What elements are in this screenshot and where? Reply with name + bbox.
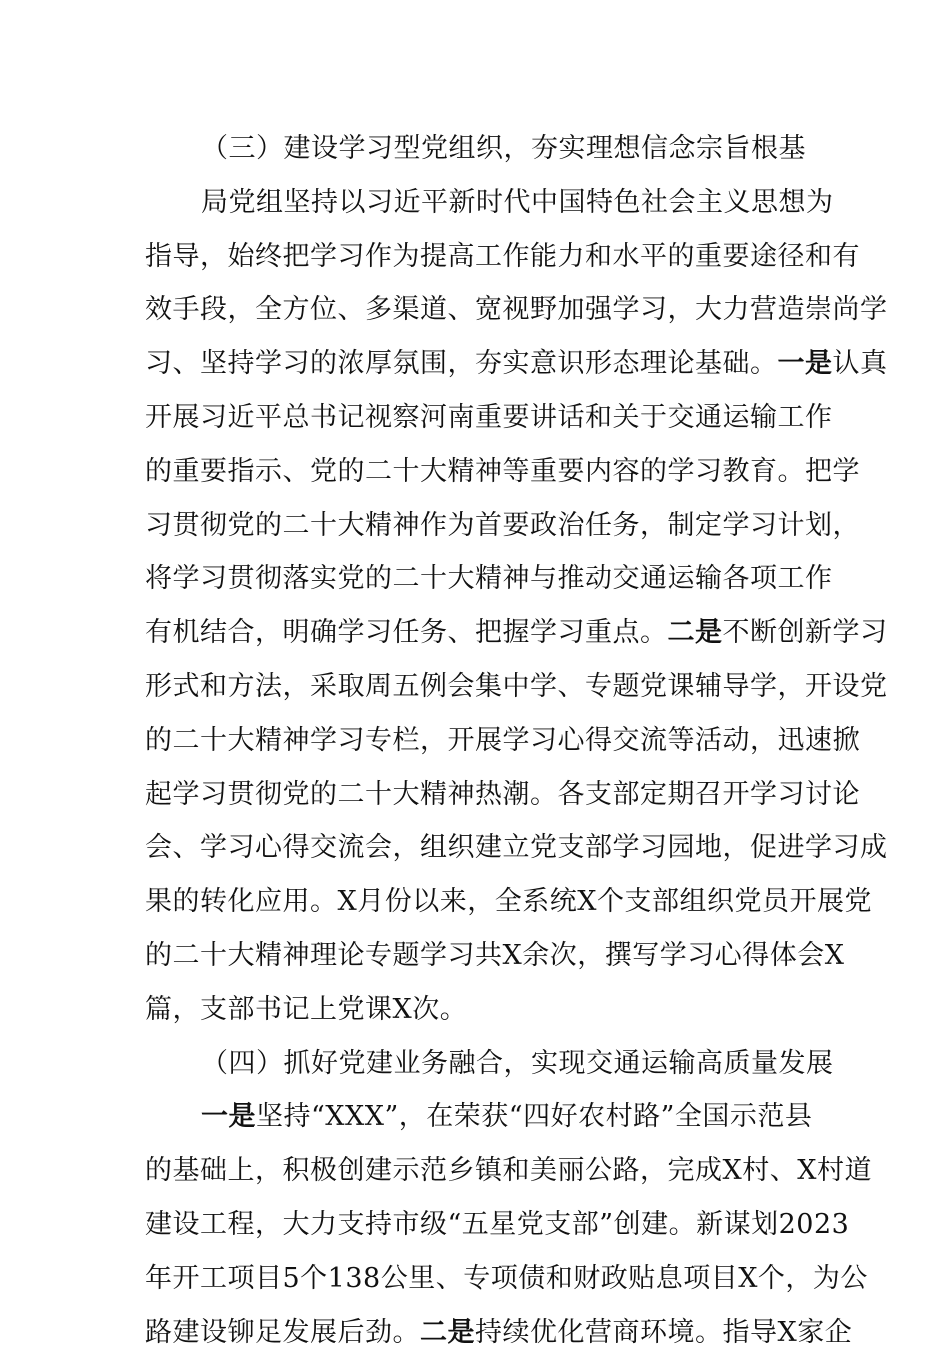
paragraph-line: 形式和方法，采取周五例会集中学、专题党课辅导学，开设党 (145, 670, 888, 702)
text-run: 有机结合，明确学习任务、把握学习重点。 (145, 617, 668, 649)
paragraph-line: 局党组坚持以习近平新时代中国特色社会主义思想为 (201, 186, 834, 218)
emphasis-text: 一是 (201, 1101, 256, 1133)
paragraph-line: 的基础上，积极创建示范乡镇和美丽公路，完成X村、X村道 (145, 1155, 872, 1187)
text-run: 路建设铆足发展后劲。 (145, 1316, 420, 1348)
paragraph-line: 将学习贯彻落实党的二十大精神与推动交通运输各项工作 (145, 563, 833, 595)
paragraph-line: 篇，支部书记上党课X次。 (145, 993, 468, 1025)
paragraph-line: 开展习近平总书记视察河南重要讲话和关于交通运输工作 (145, 401, 833, 433)
text-run: 认真 (832, 348, 888, 380)
emphasis-text: 二是 (420, 1316, 475, 1348)
paragraph-line: 指导，始终把学习作为提高工作能力和水平的重要途径和有 (145, 240, 860, 272)
paragraph-line: 会、学习心得交流会，组织建立党支部学习园地，促进学习成 (145, 832, 888, 864)
paragraph-line (145, 337, 888, 391)
paragraph-line (145, 1306, 853, 1359)
paragraph-line: 的重要指示、党的二十大精神等重要内容的学习教育。把学 (145, 455, 860, 487)
document-body (145, 122, 888, 1359)
paragraph-line: 果的转化应用。X月份以来，全系统X个支部组织党员开展党 (145, 886, 872, 918)
paragraph-line: 的二十大精神学习专栏，开展学习心得交流等活动，迅速掀 (145, 724, 860, 756)
text-run: 不断创新学习 (722, 617, 888, 649)
paragraph-line: 建设工程，大力支持市级“五星党支部”创建。新谋划2023 (145, 1208, 850, 1240)
paragraph-line (145, 606, 888, 660)
paragraph-line: 年开工项目5个138公里、专项债和财政贴息项目X个，为公 (145, 1262, 868, 1294)
paragraph-line (145, 1090, 813, 1144)
text-run: 持续优化营商环境。指导X家企 (475, 1316, 853, 1348)
paragraph-line: 起学习贯彻党的二十大精神热潮。各支部定期召开学习讨论 (145, 778, 860, 810)
emphasis-text: 一是 (777, 348, 833, 380)
paragraph-line: 习贯彻党的二十大精神作为首要政治任务，制定学习计划， (145, 509, 860, 541)
text-run: 习、坚持学习的浓厚氛围，夯实意识形态理论基础。 (145, 348, 778, 380)
text-run: 坚持“XXX”，在荣获“四好农村路”全国示范县 (256, 1101, 813, 1133)
section-heading-4: （四）抓好党建业务融合，实现交通运输高质量发展 (201, 1047, 834, 1079)
section-heading-3: （三）建设学习型党组织，夯实理想信念宗旨根基 (201, 133, 806, 164)
paragraph-line: 的二十大精神理论专题学习共X余次，撰写学习心得体会X (145, 939, 845, 971)
paragraph-line: 效手段，全方位、多渠道、宽视野加强学习，大力营造崇尚学 (145, 294, 888, 326)
emphasis-text: 二是 (667, 617, 723, 649)
